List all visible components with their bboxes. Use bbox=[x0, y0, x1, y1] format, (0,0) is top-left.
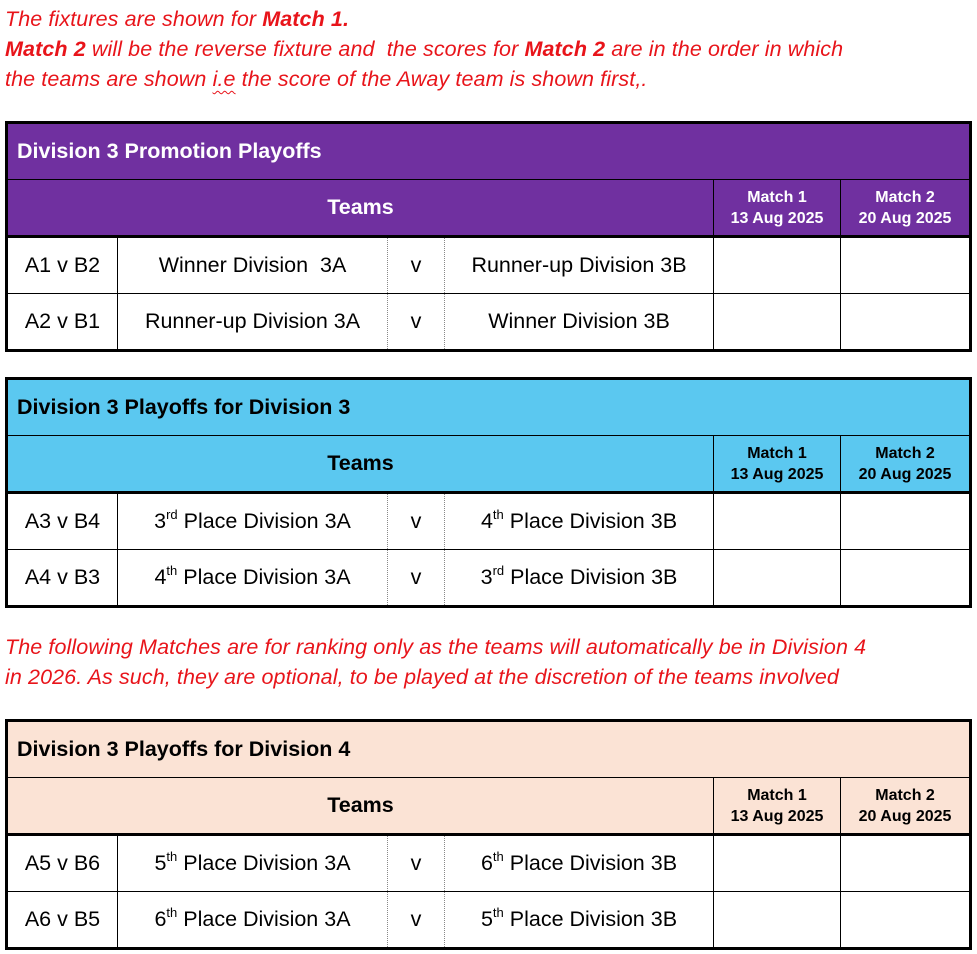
match2-score-cell[interactable] bbox=[841, 237, 971, 294]
place-text: Place Division 3B bbox=[503, 509, 678, 533]
teams-header: Teams bbox=[7, 778, 714, 835]
match1-score-cell[interactable] bbox=[714, 892, 841, 949]
ordinal-suffix: rd bbox=[166, 507, 178, 522]
away-team: Runner-up Division 3B bbox=[445, 237, 714, 294]
intro-text: the score of the Away team is shown first,. bbox=[235, 67, 648, 91]
ordinal-suffix: th bbox=[492, 507, 504, 522]
match1-score-cell[interactable] bbox=[714, 835, 841, 892]
match2-header bbox=[841, 778, 971, 835]
away-team: Winner Division 3B bbox=[445, 294, 714, 351]
place-text: Place Division 3A bbox=[177, 907, 351, 931]
intro-bold: Match 2 bbox=[5, 37, 86, 61]
ranking-note-line-2: in 2026. As such, they are optional, to be played at the discretion of the teams involved bbox=[5, 665, 839, 689]
home-team: Winner Division 3A bbox=[118, 237, 388, 294]
place-text: Place Division 3B bbox=[504, 565, 678, 589]
place-number: 3 bbox=[480, 565, 493, 589]
table-row bbox=[7, 237, 971, 294]
home-team bbox=[118, 892, 388, 949]
match2-score-cell[interactable] bbox=[841, 294, 971, 351]
match1-date: 13 Aug 2025 bbox=[730, 209, 824, 227]
ordinal-suffix: th bbox=[492, 849, 504, 864]
fixture-code: A3 v B4 bbox=[7, 493, 118, 550]
home-team bbox=[118, 550, 388, 607]
intro-line-1 bbox=[5, 4, 349, 34]
versus: v bbox=[388, 294, 445, 351]
match1-date: 13 Aug 2025 bbox=[730, 807, 824, 825]
place-number: 5 bbox=[154, 851, 167, 875]
division4-playoffs-table bbox=[5, 719, 972, 950]
intro-bold: Match 1. bbox=[262, 7, 350, 31]
fixture-code: A1 v B2 bbox=[7, 237, 118, 294]
match2-score-cell[interactable] bbox=[841, 493, 971, 550]
home-team bbox=[118, 493, 388, 550]
table-row bbox=[7, 493, 971, 550]
versus: v bbox=[388, 237, 445, 294]
match2-label: Match 2 bbox=[875, 188, 935, 206]
match1-score-cell[interactable] bbox=[714, 294, 841, 351]
place-number: 6 bbox=[154, 907, 167, 931]
match1-score-cell[interactable] bbox=[714, 237, 841, 294]
match2-header bbox=[841, 436, 971, 493]
ordinal-suffix: rd bbox=[492, 563, 505, 578]
fixture-code: A5 v B6 bbox=[7, 835, 118, 892]
place-number: 5 bbox=[480, 907, 493, 931]
table-row bbox=[7, 835, 971, 892]
match2-date: 20 Aug 2025 bbox=[858, 465, 952, 483]
place-text: Place Division 3B bbox=[503, 907, 678, 931]
place-text: Place Division 3B bbox=[503, 851, 678, 875]
teams-header: Teams bbox=[7, 180, 714, 237]
intro-spellcheck-word: i.e bbox=[212, 67, 236, 91]
promotion-playoffs-table bbox=[5, 121, 972, 352]
table-title: Division 3 Playoffs for Division 4 bbox=[7, 721, 971, 778]
intro-text: will be the reverse fixture and the scores for bbox=[85, 37, 525, 61]
match2-score-cell[interactable] bbox=[841, 550, 971, 607]
table-row bbox=[7, 294, 971, 351]
match1-label: Match 1 bbox=[747, 188, 807, 206]
table-title: Division 3 Playoffs for Division 3 bbox=[7, 379, 971, 436]
match2-label: Match 2 bbox=[875, 786, 935, 804]
match2-header bbox=[841, 180, 971, 237]
home-team bbox=[118, 835, 388, 892]
table-title: Division 3 Promotion Playoffs bbox=[7, 123, 971, 180]
ordinal-suffix: th bbox=[492, 905, 504, 920]
fixture-code: A2 v B1 bbox=[7, 294, 118, 351]
place-number: 6 bbox=[480, 851, 493, 875]
intro-line-3 bbox=[5, 64, 647, 94]
match1-score-cell[interactable] bbox=[714, 550, 841, 607]
ordinal-suffix: th bbox=[166, 849, 178, 864]
away-team bbox=[445, 493, 714, 550]
match1-label: Match 1 bbox=[747, 444, 807, 462]
ordinal-suffix: th bbox=[166, 905, 178, 920]
intro-bold: Match 2 bbox=[524, 37, 606, 61]
fixture-code: A4 v B3 bbox=[7, 550, 118, 607]
place-number: 4 bbox=[154, 565, 167, 589]
versus: v bbox=[388, 493, 445, 550]
teams-header: Teams bbox=[7, 436, 714, 493]
match2-score-cell[interactable] bbox=[841, 835, 971, 892]
match2-date: 20 Aug 2025 bbox=[858, 209, 952, 227]
table-row bbox=[7, 550, 971, 607]
match1-header bbox=[714, 180, 841, 237]
versus: v bbox=[388, 835, 445, 892]
ordinal-suffix: th bbox=[166, 563, 178, 578]
versus: v bbox=[388, 550, 445, 607]
intro-text: the teams are shown bbox=[5, 67, 213, 91]
intro-line-2 bbox=[5, 34, 843, 64]
match1-header bbox=[714, 436, 841, 493]
table-row bbox=[7, 892, 971, 949]
match1-date: 13 Aug 2025 bbox=[730, 465, 824, 483]
intro-text: The fixtures are shown for bbox=[5, 7, 263, 31]
place-text: Place Division 3A bbox=[177, 509, 351, 533]
away-team bbox=[445, 550, 714, 607]
match2-date: 20 Aug 2025 bbox=[858, 807, 952, 825]
match1-label: Match 1 bbox=[747, 786, 807, 804]
home-team: Runner-up Division 3A bbox=[118, 294, 388, 351]
place-number: 3 bbox=[154, 509, 167, 533]
place-text: Place Division 3A bbox=[177, 851, 351, 875]
intro-text: are in the order in which bbox=[605, 37, 844, 61]
away-team bbox=[445, 892, 714, 949]
place-number: 4 bbox=[480, 509, 493, 533]
away-team bbox=[445, 835, 714, 892]
ranking-note-line-1: The following Matches are for ranking only as the teams will automatically be in Division 4 bbox=[5, 635, 867, 659]
match2-score-cell[interactable] bbox=[841, 892, 971, 949]
match2-label: Match 2 bbox=[875, 444, 935, 462]
versus: v bbox=[388, 892, 445, 949]
place-text: Place Division 3A bbox=[177, 565, 351, 589]
match1-header bbox=[714, 778, 841, 835]
match1-score-cell[interactable] bbox=[714, 493, 841, 550]
fixture-code: A6 v B5 bbox=[7, 892, 118, 949]
division3-playoffs-table bbox=[5, 377, 972, 608]
